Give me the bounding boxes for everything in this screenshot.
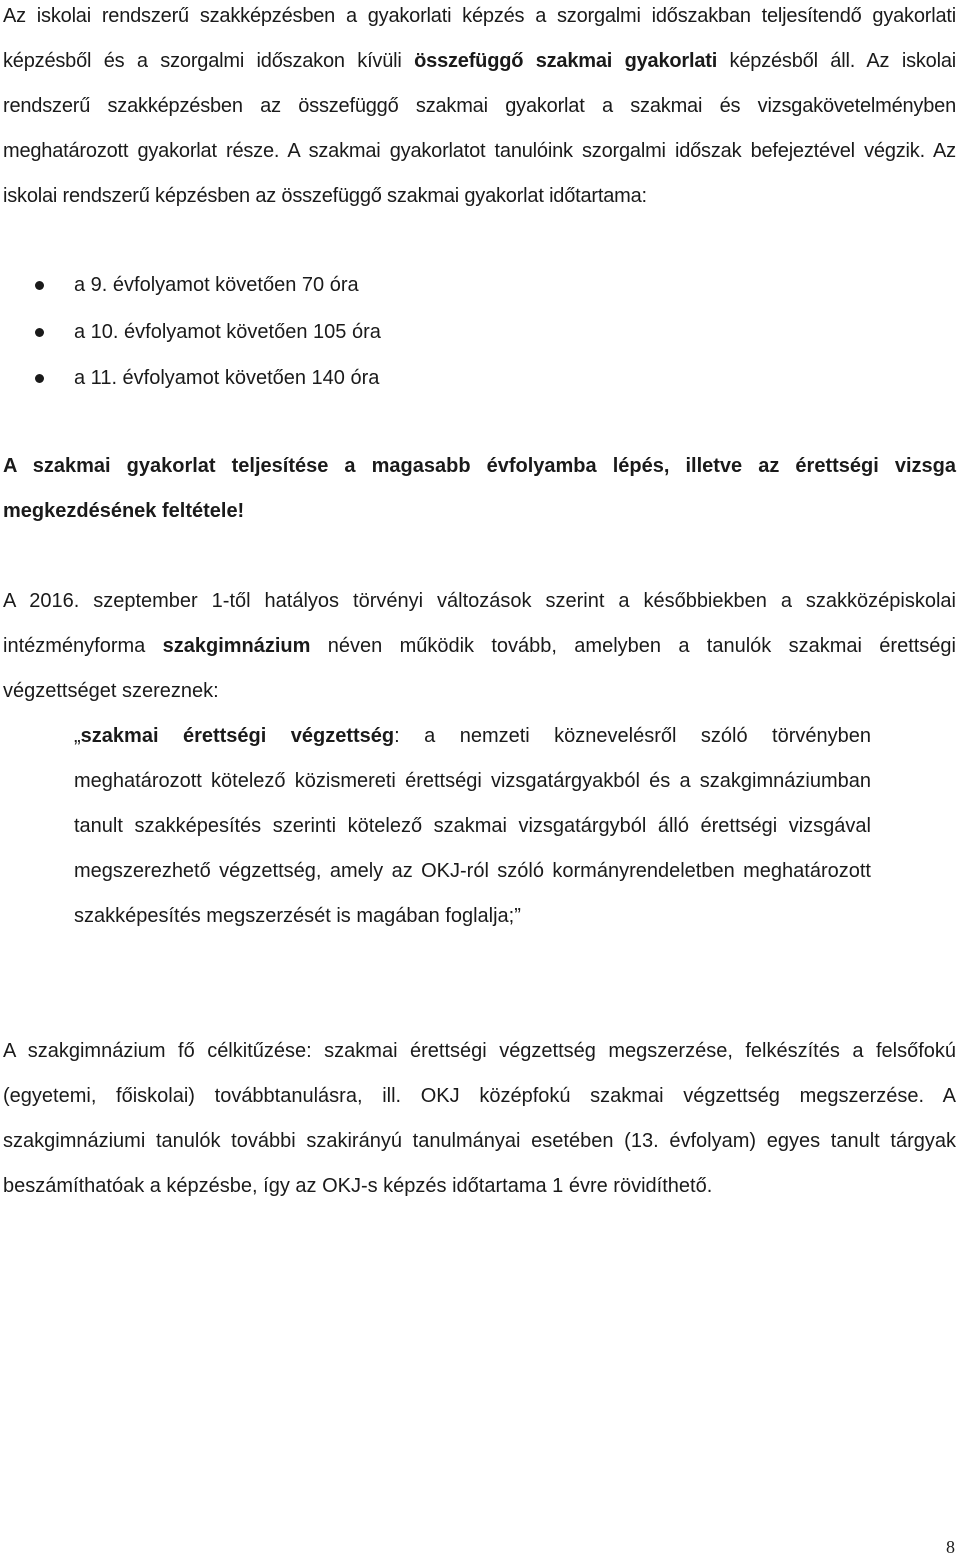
intro-duration-sentence: Az iskolai rendszerű képzésben az összefüggő szakmai gyakorlat időtartama: (3, 140, 956, 207)
intro-text: Az iskolai rendszerű szakképzésben a gyakorlati képzés a szorgalmi időszakban teljesítendő gyakorlati képzésből és a szorgalmi időszakon kívüli (3, 5, 956, 72)
law-change-text: A 2016. szeptember 1-től hatályos törvényi változások szerint a későbbiekben a szakközépiskolai intézményforma (3, 590, 956, 657)
requirement-paragraph: A szakmai gyakorlat teljesítése a magasabb évfolyamba lépés, illetve az érettségi vizsga megkezdésének feltétele! (3, 455, 956, 522)
definition-body: : a nemzeti köznevelésről szóló törvényben meghatározott kötelező közismereti érettségi vizsgatárgyakból és a szakgimnáziumban tanult szakképesítés szerinti kötelező szakmai vizsgatárgyból álló érettségi vizsgával megszerezhető végzettség, amely az OKJ-ról szóló kormányrendeletben meghatározott szakképesítés megszerzését is magában foglalja; (74, 725, 872, 927)
page-number: 8 (946, 1537, 955, 1557)
law-change-bold-term: szakgimnázium (162, 635, 311, 657)
goal-paragraph: A szakgimnázium fő célkitűzése: szakmai érettségi végzettség megszerzése, felkészítés a felsőfokú (egyetemi, főiskolai) továbbtanulásra, ill. OKJ középfokú szakmai végzettség megszerzése. A szakgimnáziumi tanulók további szakirányú tanulmányai esetében (13. évfolyam) egyes tanult tárgyak beszámíthatóak a képzésbe, így az OKJ-s képzés időtartama 1 évre rövidíthető. (3, 1040, 956, 1197)
bullet-icon (35, 281, 44, 290)
law-change-paragraph (3, 579, 956, 714)
bullet-icon (35, 328, 44, 337)
intro-paragraph (3, 0, 956, 219)
law-change-text-continued: néven működik tovább, amelyben a tanulók szakmai érettségi végzettséget szereznek: (3, 635, 956, 702)
close-quote: ” (514, 905, 521, 927)
list-item (0, 262, 960, 309)
intro-bold-term: összefüggő szakmai gyakorlati (414, 50, 718, 72)
bullet-icon (35, 374, 44, 383)
list-item-text: a 10. évfolyamot követően 105 óra (74, 320, 381, 343)
definition-block (74, 714, 871, 939)
definition-term: szakmai érettségi végzettség (80, 725, 395, 747)
list-item-text: a 9. évfolyamot követően 70 óra (74, 274, 359, 296)
open-quote: „ (74, 725, 81, 747)
list-item (0, 355, 960, 402)
duration-list (0, 262, 960, 402)
intro-text-continued: képzésből áll. Az iskolai rendszerű szakképzésben az összefüggő szakmai gyakorlat a szakmai és vizsgakövetelményben meghatározott gyakorlat része. A szakmai gyakorlatot tanulóink szorgalmi időszak befejeztével végzik. (3, 50, 957, 162)
list-item (0, 309, 960, 356)
list-item-text: a 11. évfolyamot követően 140 óra (74, 367, 380, 389)
